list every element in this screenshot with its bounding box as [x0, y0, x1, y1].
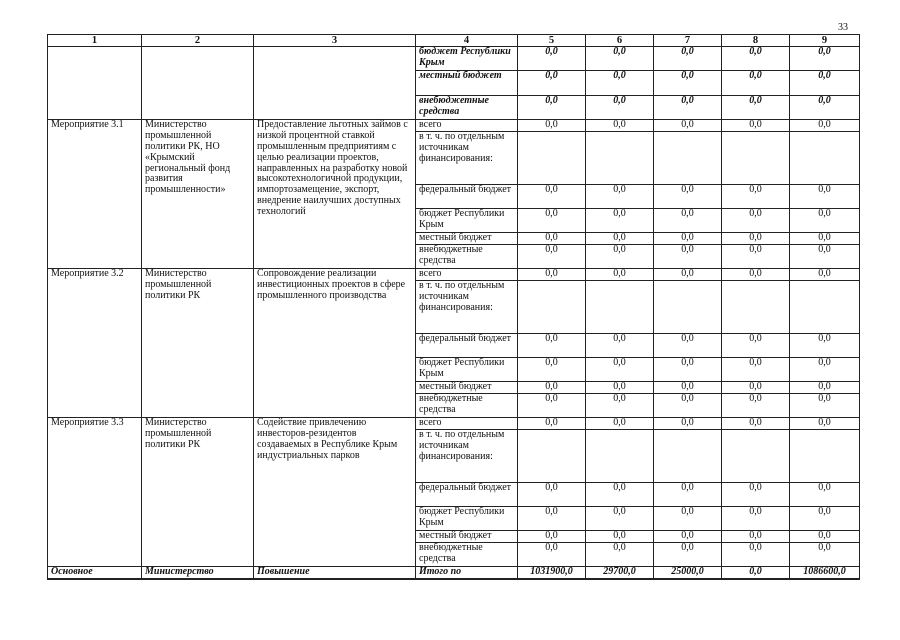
value-cell: 0,0 — [722, 483, 790, 507]
value-cell: 0,0 — [654, 334, 722, 358]
value-cell: 0,0 — [722, 334, 790, 358]
total-value-cell: 1086600,0 — [790, 567, 860, 579]
value-cell: 0,0 — [722, 358, 790, 382]
value-cell: 0,0 — [654, 245, 722, 269]
value-cell: 0,0 — [790, 185, 860, 209]
value-cell: 0,0 — [654, 233, 722, 245]
value-cell: 0,0 — [722, 96, 790, 120]
value-cell — [790, 430, 860, 483]
value-cell: 0,0 — [722, 507, 790, 531]
value-cell: 0,0 — [518, 507, 586, 531]
value-cell: 0,0 — [518, 245, 586, 269]
description-cell: Сопровождение реализации инвестиционных проектов в сфере промышленного производства — [254, 269, 416, 418]
value-cell: 0,0 — [722, 47, 790, 71]
value-cell: 0,0 — [586, 245, 654, 269]
funding-source-cell: бюджет Республики Крым — [416, 358, 518, 382]
total-text-cell: Повышение — [254, 567, 416, 579]
funding-source-cell: бюджет Республики Крым — [416, 507, 518, 531]
value-cell: 0,0 — [586, 358, 654, 382]
column-number: 9 — [790, 35, 860, 47]
value-cell: 0,0 — [586, 71, 654, 96]
value-cell: 0,0 — [654, 47, 722, 71]
value-cell — [654, 132, 722, 185]
value-cell — [518, 132, 586, 185]
column-number: 3 — [254, 35, 416, 47]
total-value-cell: 0,0 — [722, 567, 790, 579]
column-number: 2 — [142, 35, 254, 47]
funding-source-cell: в т. ч. по отдельным источникам финансирования: — [416, 281, 518, 334]
value-cell: 0,0 — [586, 96, 654, 120]
funding-source-cell: всего — [416, 269, 518, 281]
value-cell: 0,0 — [518, 120, 586, 132]
value-cell: 0,0 — [790, 209, 860, 233]
page-number: 33 — [838, 22, 848, 33]
funding-source-cell: бюджет Республики Крым — [416, 209, 518, 233]
value-cell: 0,0 — [654, 269, 722, 281]
value-cell: 0,0 — [518, 531, 586, 543]
funding-table — [47, 34, 860, 580]
total-text-cell: Основное — [48, 567, 142, 579]
value-cell: 0,0 — [722, 543, 790, 567]
column-number: 6 — [586, 35, 654, 47]
value-cell — [518, 430, 586, 483]
value-cell: 0,0 — [654, 394, 722, 418]
value-cell — [654, 430, 722, 483]
value-cell: 0,0 — [654, 382, 722, 394]
funding-source-cell: внебюджетные средства — [416, 394, 518, 418]
value-cell: 0,0 — [790, 507, 860, 531]
funding-source-cell: всего — [416, 418, 518, 430]
column-number: 4 — [416, 35, 518, 47]
value-cell: 0,0 — [518, 185, 586, 209]
value-cell — [586, 430, 654, 483]
value-cell: 0,0 — [586, 543, 654, 567]
value-cell: 0,0 — [790, 96, 860, 120]
funding-source-cell: местный бюджет — [416, 71, 518, 96]
value-cell — [722, 132, 790, 185]
event-name-cell: Мероприятие 3.1 — [48, 120, 142, 269]
value-cell: 0,0 — [518, 47, 586, 71]
column-number: 1 — [48, 35, 142, 47]
executor-cell: Министерство промышленной политики РК — [142, 418, 254, 567]
funding-source-cell: в т. ч. по отдельным источникам финансирования: — [416, 132, 518, 185]
value-cell — [586, 281, 654, 334]
description-cell: Предоставление льготных займов с низкой процентной ставкой промышленным предприятиям с целью реализации проектов, направленных на разработку новой высокотехнологичной продукции, импортозамещение, экспорт, внедрение наилучших доступных технологий — [254, 120, 416, 269]
value-cell — [722, 430, 790, 483]
column-number: 5 — [518, 35, 586, 47]
value-cell: 0,0 — [518, 71, 586, 96]
value-cell: 0,0 — [790, 245, 860, 269]
value-cell: 0,0 — [654, 507, 722, 531]
value-cell: 0,0 — [790, 418, 860, 430]
value-cell: 0,0 — [722, 185, 790, 209]
value-cell: 0,0 — [790, 120, 860, 132]
value-cell: 0,0 — [518, 334, 586, 358]
value-cell — [790, 281, 860, 334]
value-cell: 0,0 — [722, 233, 790, 245]
value-cell: 0,0 — [790, 358, 860, 382]
value-cell: 0,0 — [722, 382, 790, 394]
funding-row — [48, 418, 860, 430]
value-cell: 0,0 — [790, 269, 860, 281]
value-cell: 0,0 — [586, 483, 654, 507]
value-cell: 0,0 — [586, 507, 654, 531]
value-cell: 0,0 — [586, 382, 654, 394]
value-cell: 0,0 — [654, 543, 722, 567]
value-cell: 0,0 — [790, 71, 860, 96]
value-cell: 0,0 — [654, 418, 722, 430]
value-cell: 0,0 — [654, 531, 722, 543]
funding-source-cell: федеральный бюджет — [416, 483, 518, 507]
value-cell: 0,0 — [722, 531, 790, 543]
value-cell: 0,0 — [790, 233, 860, 245]
value-cell: 0,0 — [586, 120, 654, 132]
value-cell: 0,0 — [518, 233, 586, 245]
total-text-cell: Итого по — [416, 567, 518, 579]
carryover-row — [48, 47, 860, 71]
funding-source-cell: местный бюджет — [416, 531, 518, 543]
executor-cell: Министерство промышленной политики РК — [142, 269, 254, 418]
value-cell: 0,0 — [722, 120, 790, 132]
value-cell: 0,0 — [654, 71, 722, 96]
event-name-cell: Мероприятие 3.3 — [48, 418, 142, 567]
value-cell: 0,0 — [790, 382, 860, 394]
value-cell: 0,0 — [518, 96, 586, 120]
funding-row — [48, 120, 860, 132]
total-text-cell: Министерство — [142, 567, 254, 579]
total-value-cell: 1031900,0 — [518, 567, 586, 579]
value-cell: 0,0 — [722, 71, 790, 96]
funding-source-cell: местный бюджет — [416, 233, 518, 245]
value-cell: 0,0 — [790, 394, 860, 418]
value-cell: 0,0 — [654, 185, 722, 209]
value-cell: 0,0 — [722, 269, 790, 281]
value-cell: 0,0 — [518, 209, 586, 233]
value-cell: 0,0 — [586, 269, 654, 281]
value-cell: 0,0 — [654, 358, 722, 382]
value-cell: 0,0 — [518, 483, 586, 507]
value-cell: 0,0 — [586, 531, 654, 543]
value-cell: 0,0 — [654, 483, 722, 507]
value-cell: 0,0 — [654, 120, 722, 132]
value-cell — [586, 132, 654, 185]
value-cell: 0,0 — [586, 185, 654, 209]
column-number: 8 — [722, 35, 790, 47]
funding-source-cell: местный бюджет — [416, 382, 518, 394]
value-cell: 0,0 — [722, 245, 790, 269]
column-number-row — [48, 35, 860, 47]
value-cell: 0,0 — [790, 483, 860, 507]
value-cell — [654, 281, 722, 334]
blank-cell — [254, 47, 416, 120]
value-cell: 0,0 — [722, 394, 790, 418]
value-cell: 0,0 — [586, 418, 654, 430]
value-cell: 0,0 — [518, 418, 586, 430]
value-cell: 0,0 — [722, 418, 790, 430]
column-number: 7 — [654, 35, 722, 47]
value-cell: 0,0 — [722, 209, 790, 233]
value-cell — [790, 132, 860, 185]
value-cell: 0,0 — [518, 269, 586, 281]
funding-source-cell: бюджет Республики Крым — [416, 47, 518, 71]
value-cell: 0,0 — [518, 394, 586, 418]
value-cell: 0,0 — [790, 334, 860, 358]
funding-source-cell: внебюджетные средства — [416, 543, 518, 567]
value-cell: 0,0 — [654, 209, 722, 233]
value-cell: 0,0 — [586, 394, 654, 418]
value-cell: 0,0 — [518, 543, 586, 567]
value-cell: 0,0 — [518, 382, 586, 394]
total-value-cell: 25000,0 — [654, 567, 722, 579]
blank-cell — [48, 47, 142, 120]
value-cell: 0,0 — [586, 233, 654, 245]
executor-cell: Министерство промышленной политики РК, НО «Крымский региональный фонд развития промышленности» — [142, 120, 254, 269]
value-cell: 0,0 — [790, 531, 860, 543]
funding-row — [48, 269, 860, 281]
value-cell: 0,0 — [586, 47, 654, 71]
description-cell: Содействие привлечению инвесторов-резидентов создаваемых в Республике Крым индустриальных парков — [254, 418, 416, 567]
value-cell: 0,0 — [586, 334, 654, 358]
blank-cell — [142, 47, 254, 120]
value-cell: 0,0 — [518, 358, 586, 382]
total-row — [48, 567, 860, 579]
funding-source-cell: федеральный бюджет — [416, 334, 518, 358]
value-cell — [722, 281, 790, 334]
funding-source-cell: в т. ч. по отдельным источникам финансирования: — [416, 430, 518, 483]
funding-source-cell: внебюджетные средства — [416, 96, 518, 120]
total-value-cell: 29700,0 — [586, 567, 654, 579]
event-name-cell: Мероприятие 3.2 — [48, 269, 142, 418]
funding-source-cell: федеральный бюджет — [416, 185, 518, 209]
value-cell: 0,0 — [790, 543, 860, 567]
value-cell: 0,0 — [586, 209, 654, 233]
funding-source-cell: всего — [416, 120, 518, 132]
value-cell: 0,0 — [654, 96, 722, 120]
value-cell — [518, 281, 586, 334]
value-cell: 0,0 — [790, 47, 860, 71]
funding-source-cell: внебюджетные средства — [416, 245, 518, 269]
